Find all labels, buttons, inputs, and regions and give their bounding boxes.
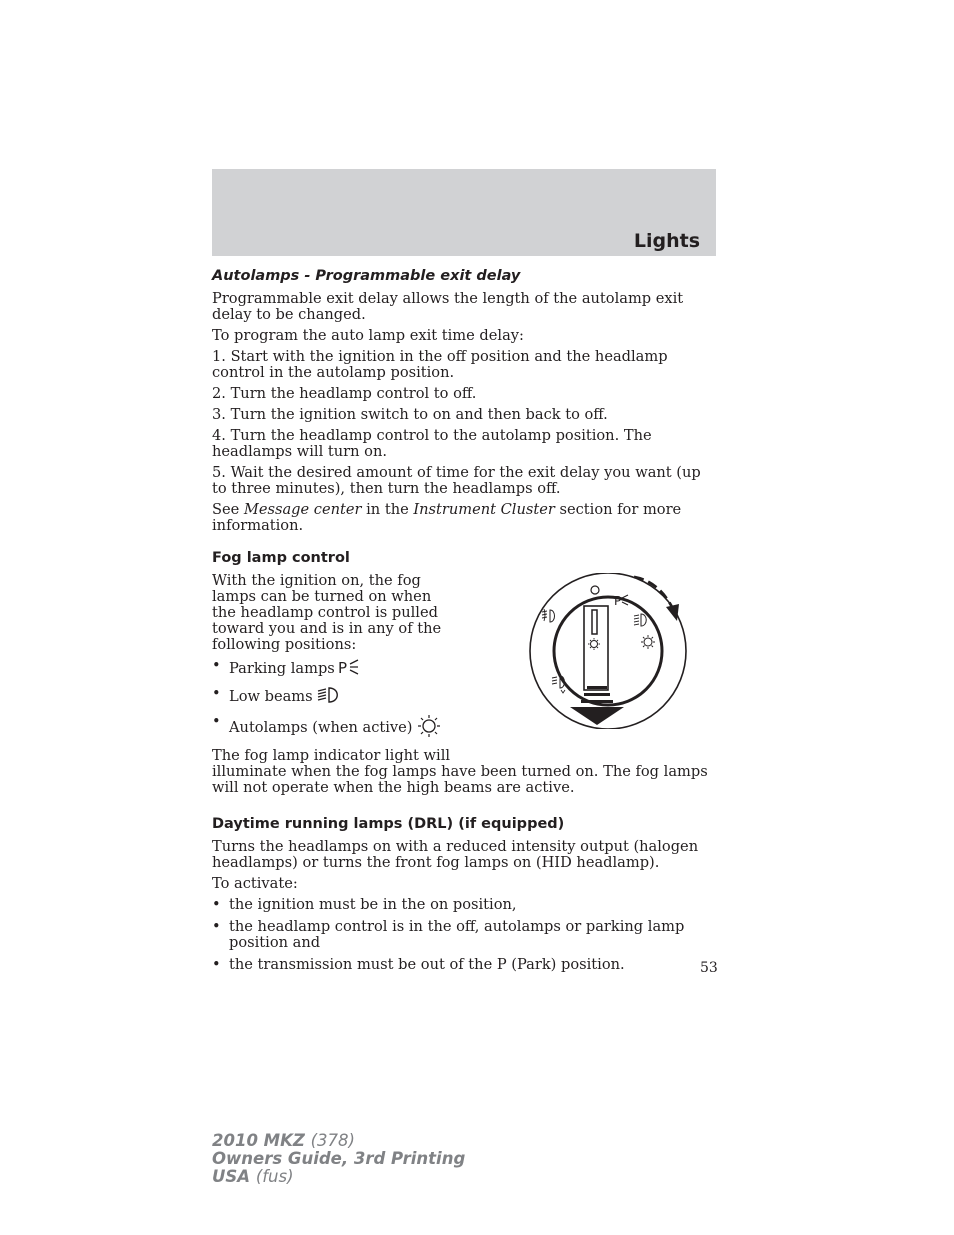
- message-center-link[interactable]: Message center: [243, 501, 362, 518]
- footer-model: 2010 MKZ: [212, 1131, 305, 1150]
- autolamps-intro: Programmable exit delay allows the length of the autolamp exit delay to be changed.: [212, 290, 684, 323]
- drl-heading: Daytime running lamps (DRL) (if equipped): [212, 816, 565, 832]
- off-position-icon: [591, 586, 599, 594]
- rotation-direction-arrow: [634, 577, 672, 607]
- page-number: 53: [700, 960, 718, 976]
- diagram-low-beam-icon: [634, 614, 646, 626]
- see-suffix: section for more information.: [212, 501, 682, 534]
- list-item: • the ignition must be in the on position,: [212, 896, 517, 913]
- document-footer: [212, 1132, 465, 1186]
- autolamps-step-2: 2. Turn the headlamp control to off.: [212, 385, 477, 402]
- instrument-cluster-link[interactable]: Instrument Cluster: [413, 501, 555, 518]
- see-middle: in the: [361, 501, 414, 518]
- low-beam-icon: [316, 686, 342, 708]
- list-item: • the headlamp control is in the off, autolamps or parking lamp position and: [212, 918, 685, 951]
- control-knob-indicator: [592, 610, 597, 634]
- diagram-parking-label: P: [614, 594, 622, 608]
- list-item: • the transmission must be out of the P (Park) position.: [212, 956, 625, 973]
- autolamps-step-4: 4. Turn the headlamp control to the autolamp position. The headlamps will turn on.: [212, 427, 652, 460]
- footer-code: (378): [310, 1131, 355, 1150]
- fog-intro: With the ignition on, the fog lamps can be turned on when the headlamp control is pulled toward you and is in any of the following positions:: [212, 572, 442, 653]
- footer-market: USA: [212, 1167, 251, 1186]
- autolamps-heading: Autolamps - Programmable exit delay: [212, 268, 521, 284]
- rotation-arrow-head: [666, 604, 679, 621]
- footer-market-code: (fus): [255, 1167, 294, 1186]
- knob-autolamp-icon: [588, 638, 600, 650]
- autolamps-step-1: 1. Start with the ignition in the off position and the headlamp control in the autolamp position.: [212, 348, 668, 381]
- diagram-autolamp-icon: [641, 635, 655, 649]
- autolamps-step-5: 5. Wait the desired amount of time for the exit delay you want (up to three minutes), then turn the headlamps off.: [212, 464, 701, 497]
- drl-conditions-list: [212, 897, 716, 973]
- list-item: • Autolamps (when active): [212, 714, 716, 742]
- see-prefix: See: [212, 501, 244, 518]
- diagram-front-fog-icon: [542, 609, 555, 622]
- autolamp-icon: [416, 714, 442, 742]
- svg-text:P: P: [337, 659, 347, 676]
- list-item: • Low beams: [212, 686, 716, 708]
- footer-guide: Owners Guide, 3rd Printing: [212, 1149, 466, 1168]
- diagram-parking-rays: [622, 595, 628, 605]
- autolamps-program: To program the auto lamp exit time delay:: [212, 327, 524, 344]
- autolamps-see-reference: [212, 502, 716, 534]
- fog-heading: Fog lamp control: [212, 550, 350, 566]
- list-item: • Parking lamps P: [212, 658, 716, 680]
- headlamp-control-diagram: [526, 573, 690, 729]
- footer-market-line: [212, 1168, 465, 1186]
- footer-model-line: [212, 1132, 465, 1150]
- autolamps-step-3: 3. Turn the ignition switch to on and then back to off.: [212, 406, 608, 423]
- fog-indicator-line1: The fog lamp indicator light will: [212, 747, 451, 764]
- control-knob-grip: [584, 606, 608, 690]
- section-header-band: [212, 169, 716, 256]
- parking-lamps-icon: [338, 658, 360, 680]
- drl-activate: To activate:: [212, 875, 298, 892]
- fog-indicator-rest: illuminate when the fog lamps have been turned on. The fog lamps will not operate when the high beams are active.: [212, 763, 708, 796]
- section-title: Lights: [633, 230, 700, 252]
- drl-intro: Turns the headlamps on with a reduced intensity output (halogen headlamps) or turns the front fog lamps on (HID headlamp).: [212, 838, 699, 871]
